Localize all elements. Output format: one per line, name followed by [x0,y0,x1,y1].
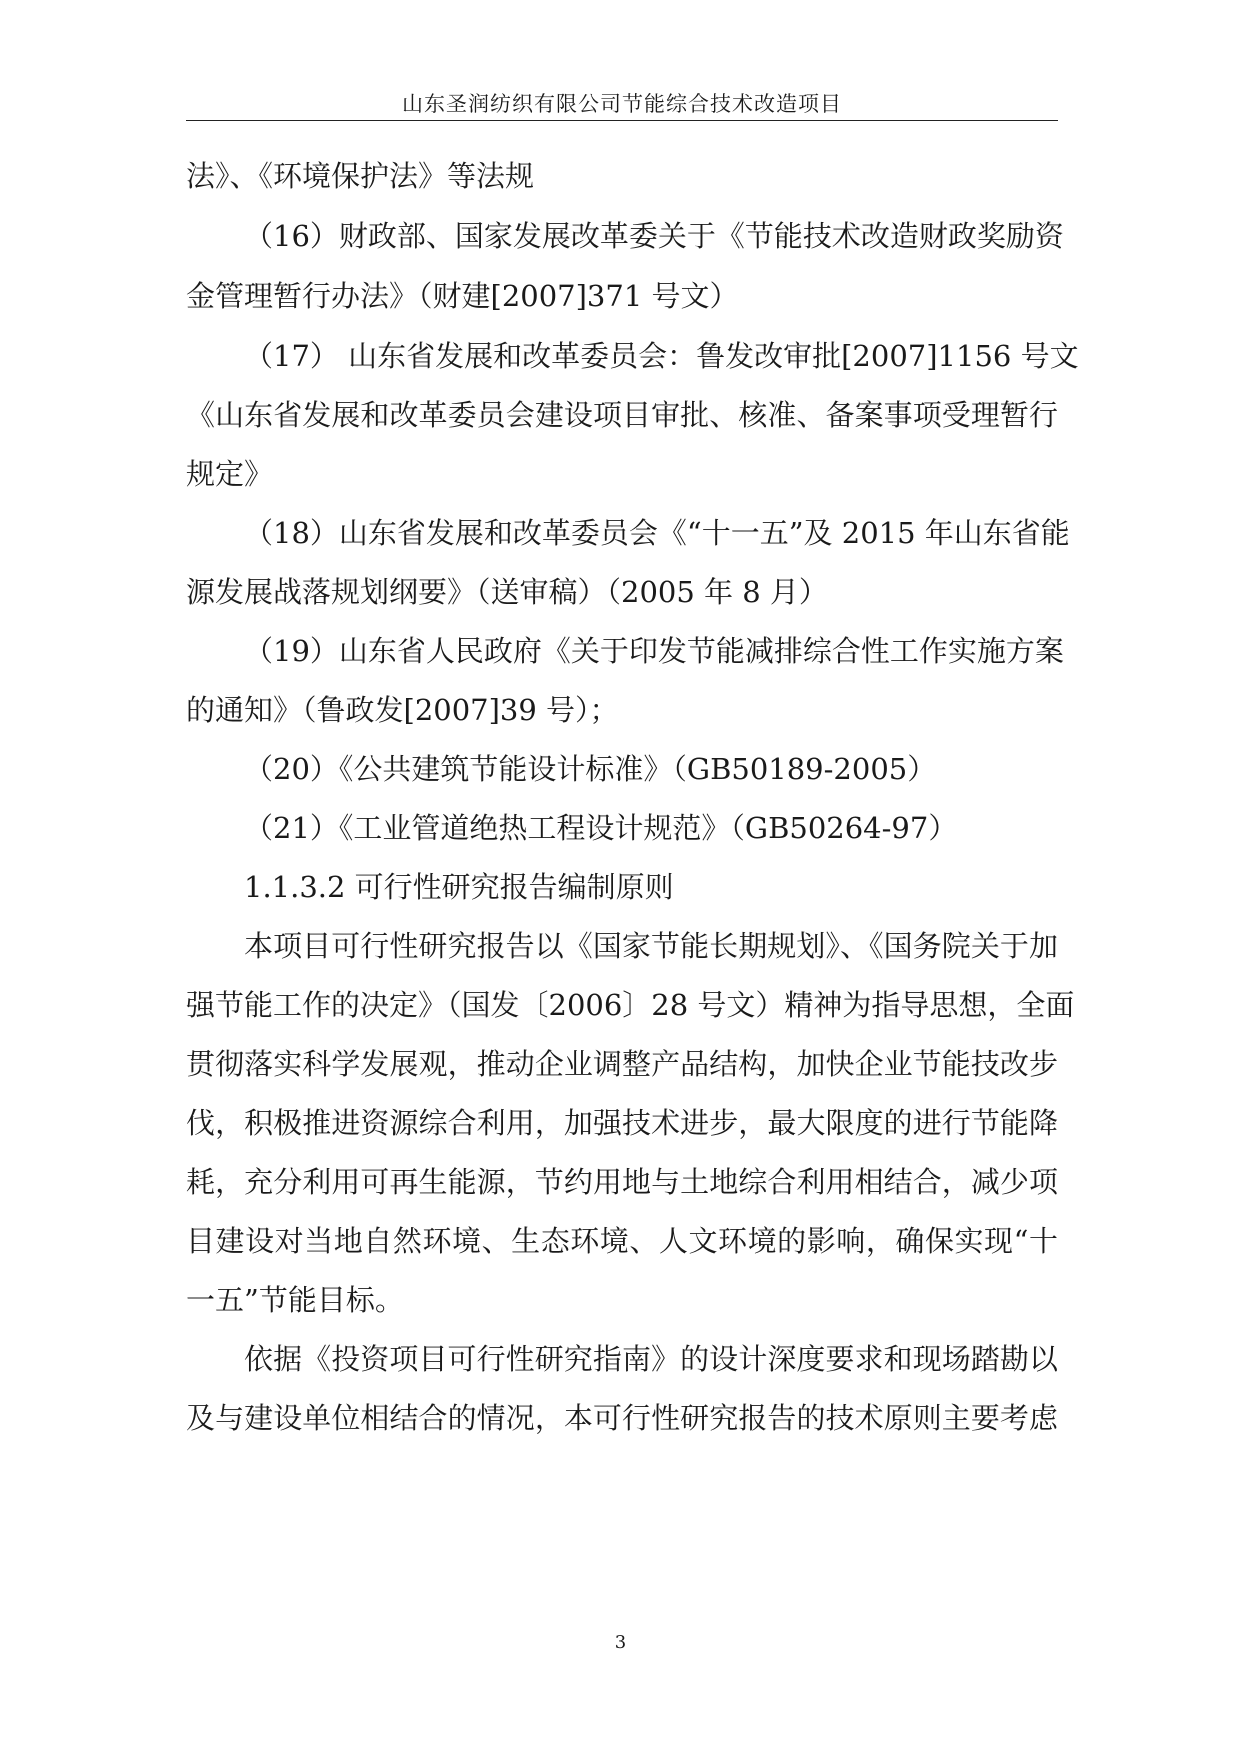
text-line: （20）《公共建筑节能设计标准》（GB50189-2005） [244,752,937,786]
text-line: 的通知》（鲁政发[2007]39 号）； [186,693,619,727]
text-line: 《山东省发展和改革委员会建设项目审批、核准、备案事项受理暂行 [186,398,1058,432]
text-line: 目建设对当地自然环境、生态环境、人文环境的影响，确保实现“十 [186,1224,1058,1258]
text-line: （16）财政部、国家发展改革委关于《节能技术改造财政奖励资 [244,219,1064,253]
text-line: 本项目可行性研究报告以《国家节能长期规划》、《国务院关于加 [244,929,1058,963]
text-line: （17） 山东省发展和改革委员会：鲁发改审批[2007]1156 号文 [244,339,1079,373]
text-line: 源发展战落规划纲要》（送审稿）（2005 年 8 月） [186,575,828,609]
header-rule [186,120,1058,121]
text-line: 强节能工作的决定》（国发〔2006〕28 号文）精神为指导思想，全面 [186,988,1075,1022]
text-line: 依据《投资项目可行性研究指南》的设计深度要求和现场踏勘以 [244,1342,1058,1376]
text-line: （21）《工业管道绝热工程设计规范》（GB50264-97） [244,811,958,845]
text-line: 规定》 [186,457,274,491]
text-line: （19）山东省人民政府《关于印发节能减排综合性工作实施方案 [244,634,1064,668]
text-line: 耗，充分利用可再生能源，节约用地与土地综合利用相结合，减少项 [186,1165,1058,1199]
text-line: 伐，积极推进资源综合利用，加强技术进步，最大限度的进行节能降 [186,1106,1058,1140]
text-line: 及与建设单位相结合的情况，本可行性研究报告的技术原则主要考虑 [186,1401,1058,1435]
page-number: 3 [614,1632,627,1653]
text-line: 贯彻落实科学发展观，推动企业调整产品结构，加快企业节能技改步 [186,1047,1058,1081]
text-line: 一五”节能目标。 [186,1283,404,1317]
text-line: 金管理暂行办法》（财建[2007]371 号文） [186,279,739,313]
text-line: 法》、《环境保护法》等法规 [186,159,535,193]
running-header: 山东圣润纺织有限公司节能综合技术改造项目 [402,92,842,116]
text-line: （18）山东省发展和改革委员会《“十一五”及 2015 年山东省能 [244,516,1070,550]
section-heading: 1.1.3.2 可行性研究报告编制原则 [244,870,674,904]
